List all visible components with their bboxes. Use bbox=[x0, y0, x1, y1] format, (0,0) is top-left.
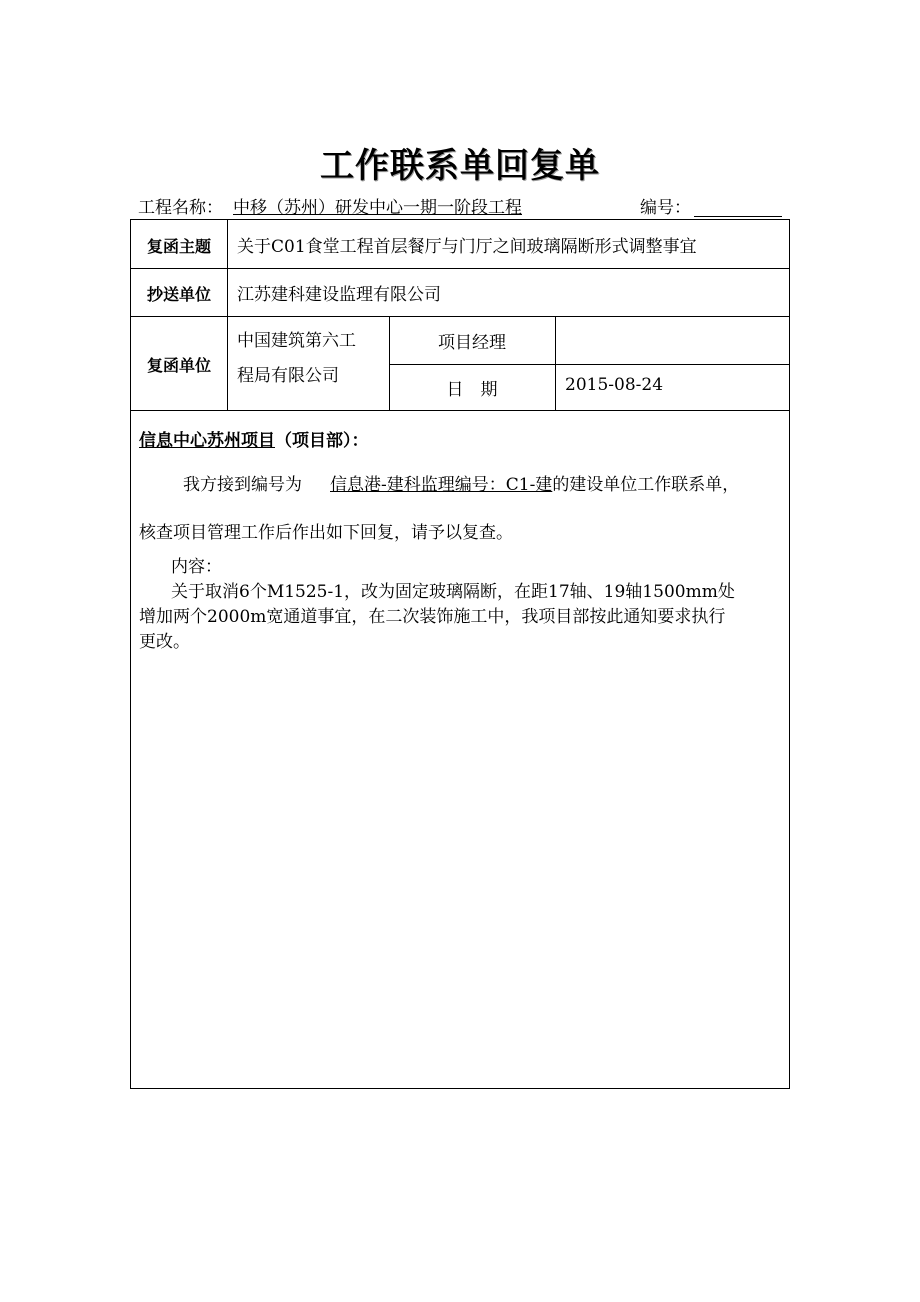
project-name-value: 中移（苏州）研发中心一期一阶段工程 bbox=[233, 198, 522, 218]
paragraph-2: 核查项目管理工作后作出如下回复，请予以复查。 bbox=[139, 523, 513, 543]
reply-unit-value-line1: 中国建筑第六工 bbox=[237, 331, 356, 351]
subject-label: 复函主题 bbox=[146, 237, 211, 256]
reply-unit-value-line2: 程局有限公司 bbox=[237, 366, 339, 386]
column-divider bbox=[227, 220, 228, 410]
subject-value: 关于C01食堂工程首层餐厅与门厅之间玻璃隔断形式调整事宜 bbox=[237, 237, 697, 257]
row-divider bbox=[131, 268, 789, 269]
content-line-2: 增加两个2000m宽通道事宜，在二次装饰施工中，我项目部按此通知要求执行 bbox=[139, 607, 726, 627]
cc-unit-label: 抄送单位 bbox=[146, 285, 211, 304]
reply-form-table bbox=[130, 219, 790, 1089]
date-value: 2015-08-24 bbox=[565, 375, 664, 395]
content-label: 内容： bbox=[171, 557, 222, 577]
date-label: 日 期 bbox=[446, 380, 498, 400]
content-line-1: 关于取消6个M1525-1，改为固定玻璃隔断，在距17轴、19轴1500mm处 bbox=[171, 582, 735, 602]
column-divider bbox=[555, 316, 556, 410]
row-divider bbox=[131, 316, 789, 317]
document-number-field bbox=[694, 216, 782, 217]
row-divider bbox=[389, 364, 789, 365]
addressee-suffix: （项目部）： bbox=[275, 431, 369, 451]
document-number-label: 编号： bbox=[640, 198, 691, 218]
paragraph-1 bbox=[183, 470, 783, 495]
paragraph-1-reference: 信息港-建科监理编号：C1-建 bbox=[330, 475, 553, 495]
reply-unit-label: 复函单位 bbox=[146, 356, 211, 375]
project-manager-label: 项目经理 bbox=[438, 333, 506, 353]
document-header bbox=[138, 196, 788, 220]
paragraph-1-prefix: 我方接到编号为 bbox=[183, 475, 302, 495]
project-name-label: 工程名称： bbox=[138, 198, 223, 218]
content-line-3: 更改。 bbox=[139, 632, 190, 652]
cc-unit-value: 江苏建科建设监理有限公司 bbox=[237, 285, 441, 305]
addressee: 信息中心苏州项目 bbox=[139, 431, 275, 451]
paragraph-1-suffix: 的建设单位工作联系单， bbox=[552, 475, 740, 495]
addressee-line bbox=[139, 426, 779, 451]
row-divider bbox=[131, 410, 789, 411]
document-title: 工作联系单回复单 bbox=[320, 146, 600, 186]
